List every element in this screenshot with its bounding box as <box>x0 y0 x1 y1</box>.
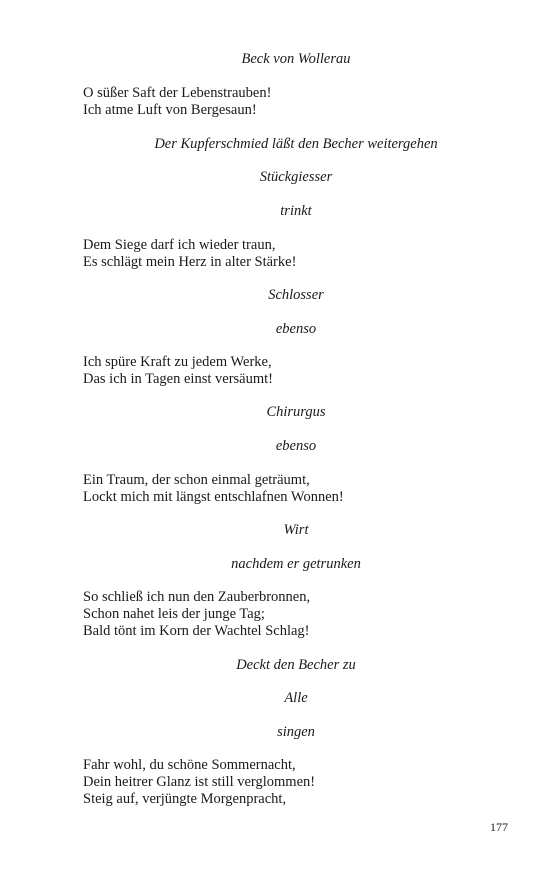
speaker-label-beck: Beck von Wollerau <box>241 51 351 67</box>
verse-line: Bald tönt im Korn der Wachtel Schlag! <box>83 623 310 639</box>
verse-line: Fahr wohl, du schöne Sommernacht, <box>83 757 296 773</box>
stage-direction: nachdem er getrunken <box>231 556 361 572</box>
verse-line: O süßer Saft der Lebenstrauben! <box>83 85 272 101</box>
verse-line: Schon nahet leis der junge Tag; <box>83 606 265 622</box>
verse-block <box>83 472 513 506</box>
stage-direction: Der Kupferschmied läßt den Becher weitergehen <box>154 136 438 152</box>
verse-line: Dein heitrer Glanz ist still verglommen! <box>83 774 316 790</box>
stage-direction: trinkt <box>280 203 312 219</box>
page-number: 177 <box>490 820 508 834</box>
verse-block <box>83 354 513 388</box>
speaker-label-wirt: Wirt <box>283 522 309 538</box>
verse-line: Steig auf, verjüngte Morgenpracht, <box>83 791 287 807</box>
verse-block <box>83 757 513 808</box>
speaker-label-schlosser: Schlosser <box>268 287 324 303</box>
stage-direction: Deckt den Becher zu <box>236 657 356 673</box>
verse-line: Dem Siege darf ich wieder traun, <box>83 237 276 253</box>
verse-line: Ein Traum, der schon einmal geträumt, <box>83 472 310 488</box>
verse-line: So schließ ich nun den Zauberbronnen, <box>83 589 311 605</box>
verse-line: Das ich in Tagen einst versäumt! <box>83 371 273 387</box>
verse-block <box>83 85 513 119</box>
verse-line: Es schlägt mein Herz in alter Stärke! <box>83 254 297 270</box>
speaker-label-chirurgus: Chirurgus <box>266 404 326 420</box>
speaker-label-alle: Alle <box>284 690 308 706</box>
verse-line: Lockt mich mit längst entschlafnen Wonnen! <box>83 489 344 505</box>
verse-line: Ich spüre Kraft zu jedem Werke, <box>83 354 272 370</box>
stage-direction: ebenso <box>275 438 317 454</box>
stage-direction: singen <box>277 724 315 740</box>
verse-block <box>83 237 513 271</box>
verse-line: Ich atme Luft von Bergesaun! <box>83 102 257 118</box>
stage-direction: ebenso <box>275 321 317 337</box>
speaker-label-stueckgiesser: Stückgiesser <box>259 169 333 185</box>
verse-block <box>83 589 513 640</box>
